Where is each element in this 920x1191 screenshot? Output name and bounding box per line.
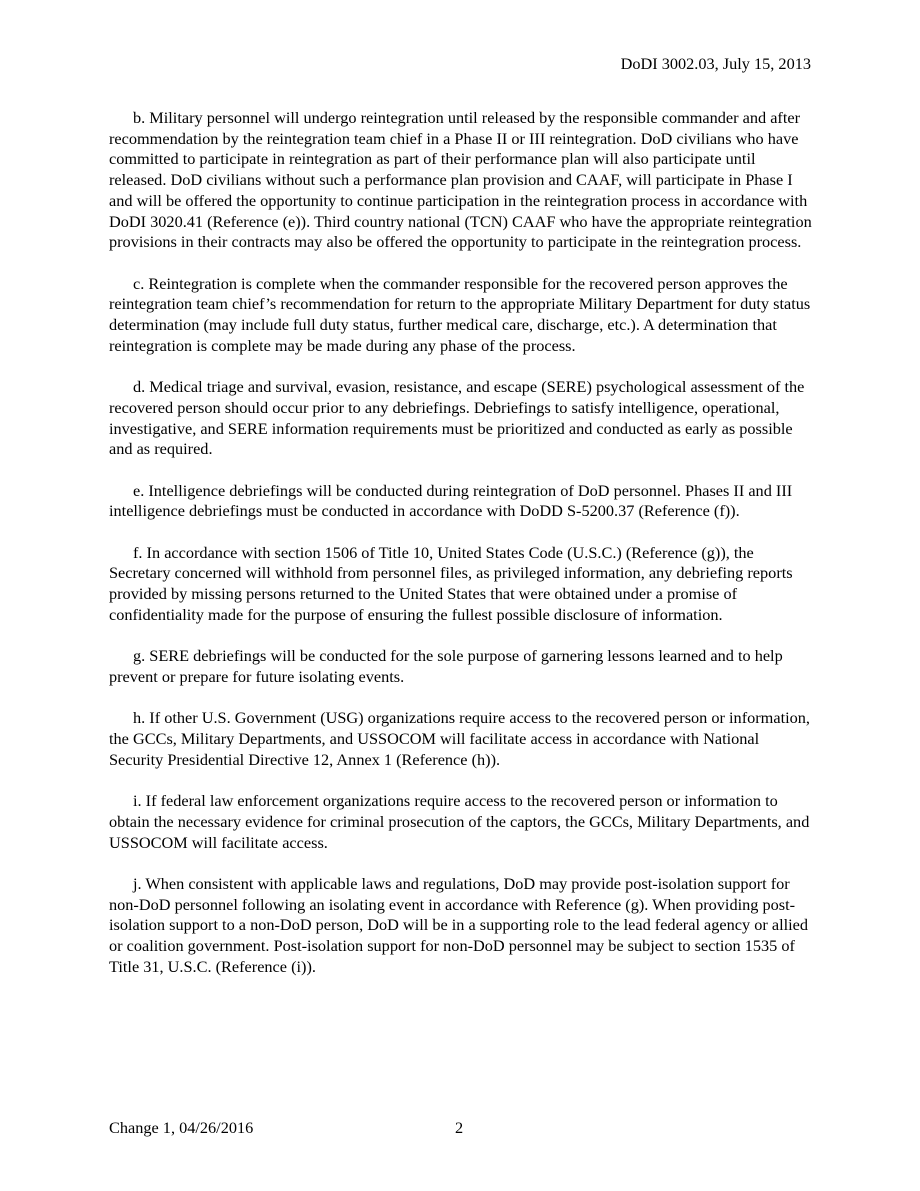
paragraph-i: i. If federal law enforcement organizations require access to the recovered person or information to obtain the necessary evidence for criminal prosecution of the captors, the GCCs, Military Departments, and USSOCOM will facilitate access. [109,791,810,852]
paragraph-h: h. If other U.S. Government (USG) organizations require access to the recovered person or information, the GCCs, Military Departments, and USSOCOM will facilitate access in accordance with National Security Presidential Directive 12, Annex 1 (Reference (h)). [109,708,810,769]
paragraph-j: j. When consistent with applicable laws and regulations, DoD may provide post-isolation support for non-DoD personnel following an isolating event in accordance with Reference (g). When providing post-isolation support to a non-DoD person, DoD will be in a supporting role to the lead federal agency or allied or coalition government. Post-isolation support for non-DoD personnel may be subject to section 1535 of Title 31, U.S.C. (Reference (i)). [109,873,809,976]
paragraph-d: d. Medical triage and survival, evasion, resistance, and escape (SERE) psychological assessment of the recovered person should occur prior to any debriefings. Debriefings to satisfy intelligence, operational, investigative, and SERE information requirements must be prioritized and conducted as early as possible and as required. [109,377,805,459]
paragraph-f: f. In accordance with section 1506 of Title 10, United States Code (U.S.C.) (Reference (g)), the Secretary concerned will withhold from personnel files, as privileged information, any debriefing reports provided by missing persons returned to the United States that were obtained under a promise of confidentiality made for the purpose of ensuring the fullest possible disclosure of information. [109,542,793,624]
paragraph-b: b. Military personnel will undergo reintegration until released by the responsible commander and after recommendation by the reintegration team chief in a Phase II or III reintegration. DoD civilians who have committed to participate in reintegration as part of their performance plan will also participate until released. DoD civilians without such a performance plan provision and CAAF, will participate in Phase I and will be offered the opportunity to continue participation in the reintegration process in accordance with DoDI 3020.41 (Reference (e)). Third country national (TCN) CAAF who have the appropriate reintegration provisions in their contracts may also be offered the opportunity to participate in the reintegration process. [109,108,812,252]
document-header: DoDI 3002.03, July 15, 2013 [620,54,811,73]
footer-page-number: 2 [455,1118,464,1137]
paragraph-g: g. SERE debriefings will be conducted for the sole purpose of garnering lessons learned and to help prevent or prepare for future isolating events. [109,646,783,686]
paragraph-c: c. Reintegration is complete when the commander responsible for the recovered person approves the reintegration team chief’s recommendation for return to the appropriate Military Department for duty status determination (may include full duty status, further medical care, discharge, etc.). A determination that reintegration is complete may be made during any phase of the process. [109,273,811,355]
paragraph-e: e. Intelligence debriefings will be conducted during reintegration of DoD personnel. Phases II and III intelligence debriefings must be conducted in accordance with DoDD S-5200.37 (Reference (f)). [109,480,793,521]
document-body [109,108,815,998]
footer-change-note: Change 1, 04/26/2016 [109,1118,254,1137]
